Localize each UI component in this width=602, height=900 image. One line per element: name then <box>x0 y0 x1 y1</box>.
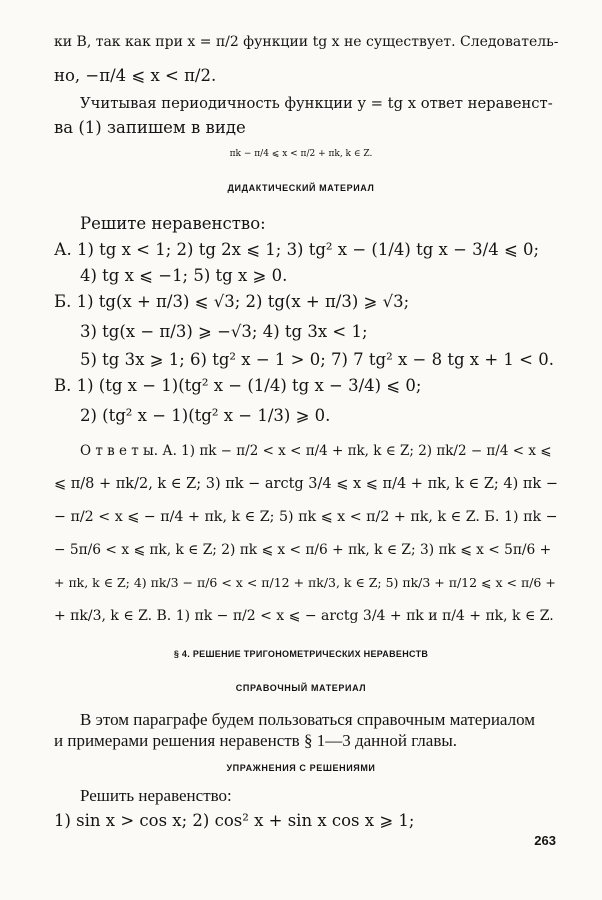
section-title: § 4. РЕШЕНИЕ ТРИГОНОМЕТРИЧЕСКИХ НЕРАВЕНСТВ <box>173 649 429 659</box>
exercise-line-b1: Б. 1) tg(x + π/3) ⩽ √3; 2) tg(x + π/3) ⩾ √3; <box>54 292 410 311</box>
answers-line-4: − 5π/6 < x ⩽ πk, k ∈ Z; 2) πk ⩽ x < π/6 + πk, k ∈ Z; 3) πk ⩽ x < 5π/6 + <box>54 542 552 558</box>
exercise-line-b3: 5) tg 3x ⩾ 1; 6) tg² x − 1 > 0; 7) 7 tg² x − 8 tg x + 1 < 0. <box>80 350 554 369</box>
reference-line-2: и примерами решения неравенств § 1—3 данной главы. <box>54 731 458 750</box>
answers-line-6: + πk/3, k ∈ Z. В. 1) πk − π/2 < x ⩽ − arctg 3/4 + πk и π/4 + πk, k ∈ Z. <box>54 608 554 624</box>
exercise-line-a2: 4) tg x ⩽ −1; 5) tg x ⩾ 0. <box>80 266 288 285</box>
final-exercise-line: 1) sin x > cos x; 2) cos² x + sin x cos x ⩾ 1; <box>54 811 415 830</box>
exercise-line-v1: В. 1) (tg x − 1)(tg² x − (1/4) tg x − 3/4) ⩽ 0; <box>54 376 422 395</box>
answers-line-5: + πk, k ∈ Z; 4) πk/3 − π/6 < x < π/12 + πk/3, k ∈ Z; 5) πk/3 + π/12 ⩽ x < π/6 + <box>54 575 556 590</box>
solutions-heading: УПРАЖНЕНИЯ С РЕШЕНИЯМИ <box>226 763 376 773</box>
exercise-line-a1: А. 1) tg x < 1; 2) tg 2x ⩽ 1; 3) tg² x − (1/4) tg x − 3/4 ⩽ 0; <box>54 240 540 259</box>
didactic-heading: ДИДАКТИЧЕСКИЙ МАТЕРИАЛ <box>227 183 375 193</box>
answers-line-3: − π/2 < x ⩽ − π/4 + πk, k ∈ Z; 5) πk ⩽ x < π/2 + πk, k ∈ Z. Б. 1) πk − <box>54 509 558 525</box>
intro-line-2: но, −π/4 ⩽ x < π/2. <box>54 66 217 85</box>
answer-formula: πk − π/4 ⩽ x < π/2 + πk, k ∈ Z. <box>229 149 373 159</box>
answers-line-1: О т в е т ы. А. 1) πk − π/2 < x < π/4 + πk, k ∈ Z; 2) πk/2 − π/4 < x ⩽ <box>80 443 552 459</box>
task-prompt: Решите неравенство: <box>80 214 266 233</box>
exercise-line-v2: 2) (tg² x − 1)(tg² x − 1/3) ⩾ 0. <box>80 406 331 425</box>
reference-line-1: В этом параграфе будем пользоваться справочным материалом <box>80 710 536 729</box>
exercise-line-b2: 3) tg(x − π/3) ⩾ −√3; 4) tg 3x < 1; <box>80 322 368 341</box>
intro-line-4: ва (1) запишем в виде <box>54 118 246 137</box>
reference-heading: СПРАВОЧНЫЙ МАТЕРИАЛ <box>235 683 367 693</box>
page-number: 263 <box>534 833 556 848</box>
intro-line-3: Учитывая периодичность функции y = tg x ответ неравенст- <box>80 95 553 112</box>
answers-line-2: ⩽ π/8 + πk/2, k ∈ Z; 3) πk − arctg 3/4 ⩽ x ⩽ π/4 + πk, k ∈ Z; 4) πk − <box>54 476 558 492</box>
intro-line-1: ки B, так как при x = π/2 функции tg x не существует. Следователь- <box>54 34 559 50</box>
solve-prompt: Решить неравенство: <box>80 786 232 805</box>
